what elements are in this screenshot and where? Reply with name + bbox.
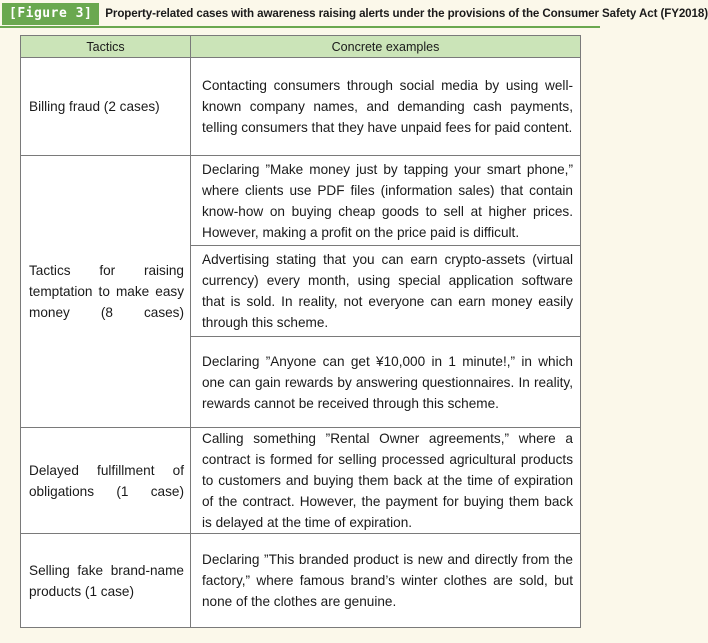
example-cell: Declaring ”This branded product is new and directly from the factory,” where famous brand’s winter clothes are sold, but none of the clothes are genuine. [191, 534, 581, 628]
tactic-cell [21, 156, 191, 428]
table-header-row [21, 36, 581, 58]
example-cell: Calling something ”Rental Owner agreements,” where a contract is formed for selling processed agricultural products to customers and buying them back at the time of expiration of the contract. However, the payment for buying them back is delayed at the time of expiration. [191, 428, 581, 534]
tactic-label: Billing fraud (2 cases) [29, 99, 160, 114]
figure-header [0, 0, 708, 27]
table-row [21, 156, 581, 246]
example-cell: Declaring ”Anyone can get ¥10,000 in 1 minute!,” in which one can gain rewards by answering questionnaires. In reality, rewards cannot be received through this scheme. [191, 337, 581, 428]
figure-label: [Figure 3] [2, 3, 99, 25]
example-cell: Advertising stating that you can earn crypto-assets (virtual currency) every month, using special application software that is sold. In reality, not everyone can earn money easily through this scheme. [191, 246, 581, 337]
table-row [21, 534, 581, 628]
example-cell: Contacting consumers through social media by using well-known company names, and demanding cash payments, telling consumers that they have unpaid fees for paid content. [191, 58, 581, 156]
tactic-cell [21, 428, 191, 534]
tactic-label: Delayed fulfillment of obligations (1 case) [29, 462, 184, 499]
column-header-examples: Concrete examples [191, 36, 581, 58]
tactic-cell [21, 58, 191, 156]
tactic-label: Selling fake brand-name products (1 case) [29, 562, 184, 599]
tactic-cell [21, 534, 191, 628]
example-cell: Declaring ”Make money just by tapping your smart phone,” where clients use PDF files (information sales) that contain know-how on buying cheap goods to sell at higher prices. However, making a profit on the price paid is difficult. [191, 156, 581, 246]
header-divider [0, 26, 600, 28]
tactic-label: Tactics for raising temptation to make easy money (8 cases) [29, 263, 184, 320]
figure-title: Property-related cases with awareness raising alerts under the provisions of the Consumer Safety Act (FY2018) [105, 7, 708, 20]
tactics-table [20, 35, 581, 628]
table-row [21, 428, 581, 534]
column-header-tactics: Tactics [21, 36, 191, 58]
table-row [21, 58, 581, 156]
